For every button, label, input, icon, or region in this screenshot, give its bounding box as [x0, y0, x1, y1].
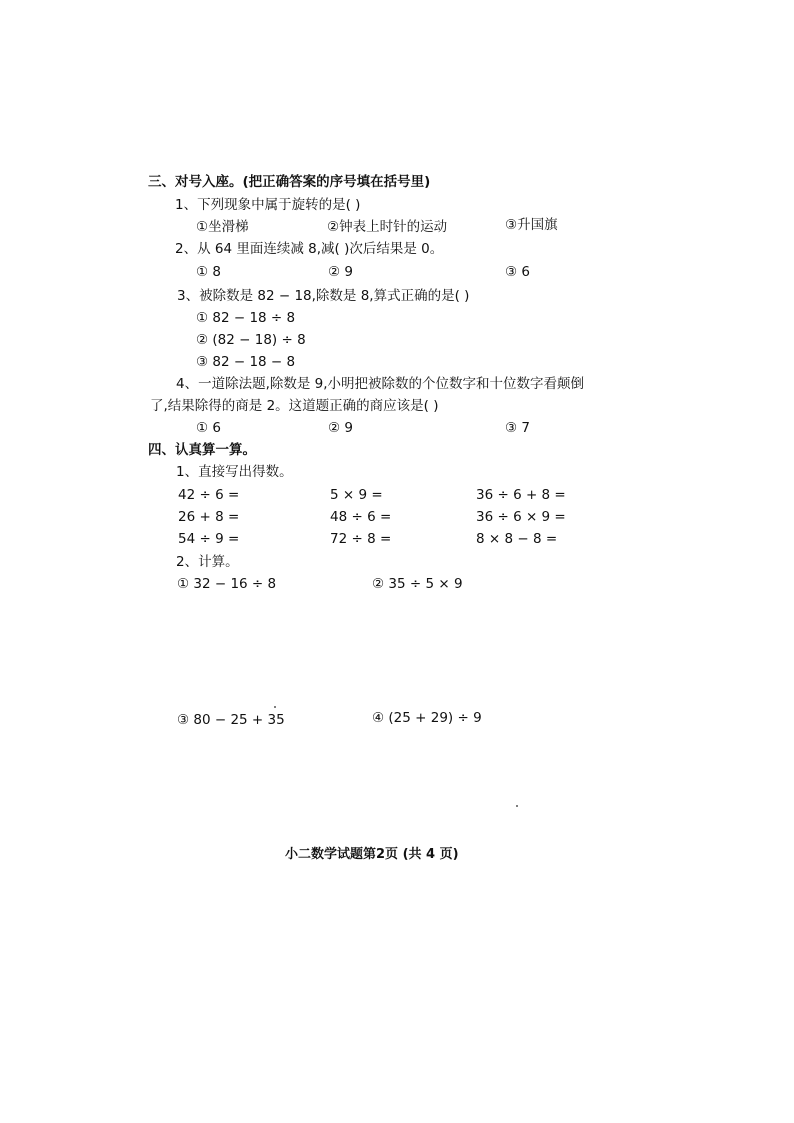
subsection-2-title: 2、计算。	[176, 554, 239, 570]
scan-speck	[274, 706, 276, 708]
question-2-stem: 2、从 64 里面连续减 8,减( )次后结果是 0。	[175, 241, 444, 257]
question-4-stem-line-1: 4、一道除法题,除数是 9,小明把被除数的个位数字和十位数字看颠倒	[176, 376, 585, 392]
question-3-option-3: ③ 82 − 18 − 8	[196, 354, 296, 370]
question-1-option-2: ②钟表上时针的运动	[327, 219, 448, 235]
calc-item-3: ③ 80 − 25 + 35	[177, 712, 285, 728]
question-3-option-2: ② (82 − 18) ÷ 8	[196, 332, 306, 348]
question-2-option-2: ② 9	[328, 264, 353, 280]
question-1-option-1: ①坐滑梯	[196, 219, 249, 235]
calc-item-2: ② 35 ÷ 5 × 9	[372, 576, 463, 592]
calc-item-4: ④ (25 + 29) ÷ 9	[372, 710, 482, 726]
oral-calc-r2c1: 26 + 8 =	[178, 509, 240, 525]
question-4-option-1: ① 6	[196, 420, 221, 436]
page-footer: 小二数学试题第2页 (共 4 页)	[285, 847, 459, 862]
question-1-option-3: ③升国旗	[505, 217, 558, 233]
oral-calc-r3c2: 72 ÷ 8 =	[330, 531, 392, 547]
oral-calc-r2c3: 36 ÷ 6 × 9 =	[476, 509, 566, 525]
question-4-stem-line-2: 了,结果除得的商是 2。这道题正确的商应该是( )	[150, 398, 439, 414]
question-1-stem: 1、下列现象中属于旋转的是( )	[175, 197, 361, 213]
question-3-option-1: ① 82 − 18 ÷ 8	[196, 310, 296, 326]
calc-item-1: ① 32 − 16 ÷ 8	[177, 576, 277, 592]
question-4-option-3: ③ 7	[505, 420, 530, 436]
oral-calc-r3c3: 8 × 8 − 8 =	[476, 531, 558, 547]
question-3-stem: 3、被除数是 82 − 18,除数是 8,算式正确的是( )	[177, 288, 470, 304]
subsection-1-title: 1、直接写出得数。	[176, 464, 293, 480]
oral-calc-r2c2: 48 ÷ 6 =	[330, 509, 392, 525]
section-3-heading: 三、对号入座。(把正确答案的序号填在括号里)	[148, 174, 431, 190]
oral-calc-r1c2: 5 × 9 =	[330, 487, 383, 503]
scan-speck	[516, 805, 518, 807]
question-4-option-2: ② 9	[328, 420, 353, 436]
section-4-heading: 四、认真算一算。	[148, 442, 256, 458]
oral-calc-r3c1: 54 ÷ 9 =	[178, 531, 240, 547]
question-2-option-3: ③ 6	[505, 264, 530, 280]
question-2-option-1: ① 8	[196, 264, 221, 280]
oral-calc-r1c3: 36 ÷ 6 + 8 =	[476, 487, 566, 503]
oral-calc-r1c1: 42 ÷ 6 =	[178, 487, 240, 503]
